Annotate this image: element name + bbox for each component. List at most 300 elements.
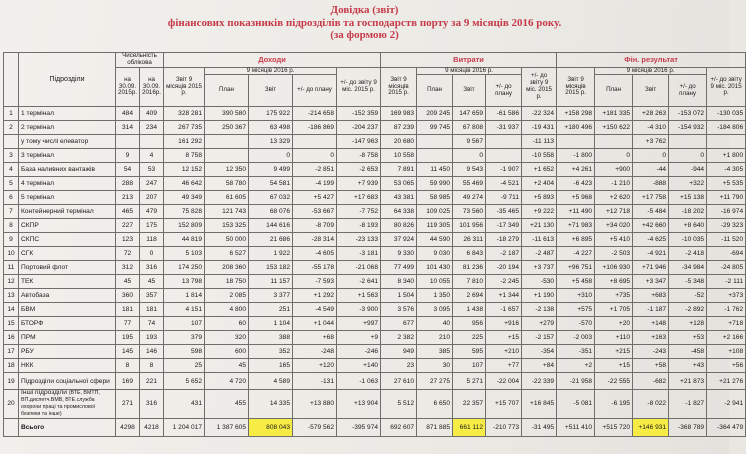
cell-e-vr: +279	[522, 317, 557, 331]
row-number: 3	[4, 149, 19, 163]
cell-f-plan: +2 620	[595, 191, 633, 205]
cell-e-vp: +77	[486, 359, 522, 373]
header-expenses: Витрати	[381, 53, 557, 68]
cell-e-prev: 677	[381, 317, 417, 331]
header-hc-2016: на 30.09. 2016р.	[140, 67, 164, 107]
subdivision-label: БТОРФ	[21, 320, 44, 328]
cell-e-vp: +15 707	[486, 390, 522, 418]
header-row-1	[4, 53, 746, 68]
cell-e-vp: -18 279	[486, 233, 522, 247]
cell-f-vp: -154 932	[669, 121, 707, 135]
row-number: 2	[4, 121, 19, 135]
row-subdivision-name	[19, 191, 116, 205]
total-i-vp: -579 562	[293, 418, 337, 436]
cell-f-vr: -2 941	[707, 390, 746, 418]
cell-i-plan: 600	[205, 345, 249, 359]
cell-i-plan: 250 367	[205, 121, 249, 135]
cell-e-prev: 43 381	[381, 191, 417, 205]
header-income-vs-plan: +/- до плану	[293, 75, 337, 107]
row-number: 20	[4, 390, 19, 418]
cell-e-rep: 9 567	[453, 135, 486, 149]
cell-i-vp: -4 605	[293, 247, 337, 261]
cell-i-plan: 60	[205, 317, 249, 331]
cell-i-plan: 6 527	[205, 247, 249, 261]
cell-f-rep: -682	[633, 373, 669, 390]
cell-f-vr: -1 762	[707, 303, 746, 317]
cell-f-prev: -5 081	[557, 390, 595, 418]
cell-i-plan: 2 085	[205, 289, 249, 303]
table-row	[4, 373, 746, 390]
subdivision-label: ПРМ	[21, 334, 36, 342]
cell-e-rep: 22 357	[453, 390, 486, 418]
header-fin-report: Звіт	[633, 75, 669, 107]
total-f-plan: +515 720	[595, 418, 633, 436]
cell-e-rep: 225	[453, 331, 486, 345]
cell-f-rep: -5 484	[633, 205, 669, 219]
cell-e-prev: 169 983	[381, 107, 417, 121]
cell-h15: 465	[116, 205, 140, 219]
cell-f-plan: -1 210	[595, 177, 633, 191]
cell-f-vp: +322	[669, 177, 707, 191]
cell-f-vp: -458	[669, 345, 707, 359]
cell-h16	[140, 135, 164, 149]
cell-f-vp: +53	[669, 331, 707, 345]
cell-f-plan: -22 555	[595, 373, 633, 390]
subdivision-label: Підрозділи соціальної сфери	[21, 377, 110, 385]
cell-i-vp: +5 427	[293, 191, 337, 205]
cell-i-prev: 13 798	[164, 275, 205, 289]
header-exp-prev: Звіт 9 місяців 2015 р.	[381, 67, 417, 107]
header-exp-9m: 9 місяців 2016 р.	[417, 67, 522, 75]
header-hc-2015: на 30.09. 2015р.	[116, 67, 140, 107]
cell-i-plan: 4 720	[205, 373, 249, 390]
cell-f-prev: -6 423	[557, 177, 595, 191]
cell-h15: 54	[116, 163, 140, 177]
cell-e-vr: +21 130	[522, 219, 557, 233]
cell-i-rep: 63 498	[249, 121, 293, 135]
cell-e-prev: 23	[381, 359, 417, 373]
cell-e-prev: 10 558	[381, 149, 417, 163]
cell-h16: 221	[140, 373, 164, 390]
cell-e-vp: -31 937	[486, 121, 522, 135]
cell-i-rep: 9 499	[249, 163, 293, 177]
cell-f-vp: -34 984	[669, 261, 707, 275]
cell-f-vr: +1 800	[707, 149, 746, 163]
cell-e-vp: +916	[486, 317, 522, 331]
cell-f-vr: -694	[707, 247, 746, 261]
cell-e-vr: -2 487	[522, 247, 557, 261]
cell-e-vr: +2 404	[522, 177, 557, 191]
header-fin-prev: Звіт 9 місяців 2015 р.	[557, 67, 595, 107]
subdivision-label: 4 термінал	[21, 180, 54, 188]
cell-f-rep: -4 921	[633, 247, 669, 261]
cell-e-vr: +84	[522, 359, 557, 373]
cell-i-plan	[205, 135, 249, 149]
cell-h15: 314	[116, 121, 140, 135]
cell-e-rep: 9 543	[453, 163, 486, 177]
cell-i-vr: +140	[337, 359, 381, 373]
cell-e-vp: +1 344	[486, 289, 522, 303]
cell-e-vr: +1 190	[522, 289, 557, 303]
cell-e-vp: -61 586	[486, 107, 522, 121]
total-row	[4, 418, 746, 436]
cell-e-rep: 2 694	[453, 289, 486, 303]
cell-i-rep: 54 581	[249, 177, 293, 191]
row-number: 14	[4, 303, 19, 317]
table-row	[4, 107, 746, 121]
cell-h15: 9	[116, 149, 140, 163]
cell-i-vp: -186 869	[293, 121, 337, 135]
cell-f-plan: +34 020	[595, 219, 633, 233]
cell-e-prev: 77 499	[381, 261, 417, 275]
cell-i-vp: -4 549	[293, 303, 337, 317]
cell-h15: 145	[116, 345, 140, 359]
total-i-vr: -395 974	[337, 418, 381, 436]
cell-e-prev: 80 826	[381, 219, 417, 233]
cell-f-prev	[557, 135, 595, 149]
cell-f-prev: -351	[557, 345, 595, 359]
cell-i-vp: +120	[293, 359, 337, 373]
row-number: 12	[4, 275, 19, 289]
cell-f-rep: +71 946	[633, 261, 669, 275]
cell-f-vr: -130 035	[707, 107, 746, 121]
cell-i-prev: 8 758	[164, 149, 205, 163]
table-row	[4, 191, 746, 205]
row-subdivision-name	[19, 261, 116, 275]
cell-e-vr: -11 113	[522, 135, 557, 149]
subdivision-label: 3 термінал	[21, 152, 54, 160]
cell-i-prev: 328 281	[164, 107, 205, 121]
table-row	[4, 149, 746, 163]
cell-f-prev: -4 227	[557, 247, 595, 261]
cell-i-vr: +7 939	[337, 177, 381, 191]
header-exp-report: Звіт	[453, 75, 486, 107]
table-row	[4, 219, 746, 233]
row-number: 4	[4, 163, 19, 177]
cell-f-prev: +158 298	[557, 107, 595, 121]
table-row	[4, 261, 746, 275]
cell-i-vr: -3 900	[337, 303, 381, 317]
cell-e-vp: -17 349	[486, 219, 522, 233]
row-number: 8	[4, 219, 19, 233]
cell-i-rep: 67 032	[249, 191, 293, 205]
table-row	[4, 275, 746, 289]
cell-e-vr: +16 845	[522, 390, 557, 418]
cell-e-plan: 209 245	[417, 107, 453, 121]
cell-i-prev: 598	[164, 345, 205, 359]
cell-i-plan: 320	[205, 331, 249, 345]
cell-e-vr: -11 613	[522, 233, 557, 247]
cell-i-rep: 153 182	[249, 261, 293, 275]
cell-f-prev: +575	[557, 303, 595, 317]
cell-i-prev: 5 652	[164, 373, 205, 390]
table-row	[4, 205, 746, 219]
cell-h15: 72	[116, 247, 140, 261]
cell-e-plan: 10 055	[417, 275, 453, 289]
subdivision-label: База наливних вантажів	[21, 166, 95, 174]
total-i-rep: 808 043	[249, 418, 293, 436]
cell-i-vr: +9	[337, 331, 381, 345]
cell-f-prev: +2	[557, 359, 595, 373]
cell-e-prev: 87 239	[381, 121, 417, 135]
row-number: 7	[4, 205, 19, 219]
cell-f-vp: -18 202	[669, 205, 707, 219]
cell-e-prev: 27 610	[381, 373, 417, 390]
cell-f-rep: +17 758	[633, 191, 669, 205]
cell-i-plan: 153 325	[205, 219, 249, 233]
cell-e-rep: 107	[453, 359, 486, 373]
cell-h16: 357	[140, 289, 164, 303]
title-line-3: (за формою 2)	[330, 29, 399, 41]
cell-f-plan: +110	[595, 331, 633, 345]
cell-e-rep: 595	[453, 345, 486, 359]
cell-e-rep: 0	[453, 149, 486, 163]
cell-f-vr: +108	[707, 345, 746, 359]
cell-e-vr: -19 431	[522, 121, 557, 135]
cell-e-vr: -2 157	[522, 331, 557, 345]
cell-i-vp: -55 178	[293, 261, 337, 275]
cell-h15: 123	[116, 233, 140, 247]
row-subdivision-name	[19, 373, 116, 390]
cell-i-vp: -53 667	[293, 205, 337, 219]
cell-i-rep: 14 335	[249, 390, 293, 418]
cell-h16: 181	[140, 303, 164, 317]
header-fin-9m: 9 місяців 2016 р.	[595, 67, 707, 75]
cell-e-plan: 101 430	[417, 261, 453, 275]
cell-h16: 234	[140, 121, 164, 135]
cell-f-rep: +163	[633, 331, 669, 345]
cell-h16: 247	[140, 177, 164, 191]
cell-f-vr: -4 305	[707, 163, 746, 177]
row-subdivision-name	[19, 121, 116, 135]
total-h15: 4298	[116, 418, 140, 436]
cell-f-plan: +106 930	[595, 261, 633, 275]
total-label: Всього	[19, 418, 116, 436]
cell-f-plan	[595, 135, 633, 149]
cell-i-rep: 388	[249, 331, 293, 345]
row-subdivision-name	[19, 233, 116, 247]
cell-f-prev: +96 751	[557, 261, 595, 275]
cell-e-prev: 8 340	[381, 275, 417, 289]
cell-h16: 4	[140, 149, 164, 163]
cell-e-vp: -20 194	[486, 261, 522, 275]
cell-i-rep: 13 329	[249, 135, 293, 149]
cell-f-plan: +12 718	[595, 205, 633, 219]
row-number: 11	[4, 261, 19, 275]
cell-f-rep: -4 310	[633, 121, 669, 135]
cell-h16: 53	[140, 163, 164, 177]
total-f-vr: -364 479	[707, 418, 746, 436]
cell-f-vp: +8 640	[669, 219, 707, 233]
cell-e-vr: -10 558	[522, 149, 557, 163]
cell-e-vp: -2 245	[486, 275, 522, 289]
table-row	[4, 247, 746, 261]
total-h16: 4218	[140, 418, 164, 436]
subdivision-label: БВМ	[21, 306, 36, 314]
row-number: 5	[4, 177, 19, 191]
row-subdivision-name	[19, 359, 116, 373]
table-row	[4, 177, 746, 191]
header-fin-vs-2015: +/- до звіту 9 міс. 2015 р.	[707, 67, 746, 107]
cell-e-rep: 1 438	[453, 303, 486, 317]
cell-e-rep: 26 311	[453, 233, 486, 247]
subdivision-label: Інші підрозділи	[21, 389, 67, 397]
cell-h16: 118	[140, 233, 164, 247]
cell-f-vp: +128	[669, 317, 707, 331]
cell-h16: 175	[140, 219, 164, 233]
subdivision-label: Портовий флот	[21, 264, 68, 272]
title-line-1: Довідка (звіт)	[330, 4, 399, 16]
cell-i-vp: +1 044	[293, 317, 337, 331]
cell-i-prev: 1 814	[164, 289, 205, 303]
cell-h15: 271	[116, 390, 140, 418]
cell-i-rep: 4 589	[249, 373, 293, 390]
cell-e-prev: 64 338	[381, 205, 417, 219]
cell-f-rep: +28 263	[633, 107, 669, 121]
cell-e-plan: 6 650	[417, 390, 453, 418]
cell-e-rep: 7 810	[453, 275, 486, 289]
cell-h16: 316	[140, 261, 164, 275]
row-subdivision-name	[19, 149, 116, 163]
table-row	[4, 121, 746, 135]
subdivision-label: СКПС	[21, 236, 40, 244]
cell-f-rep: +58	[633, 359, 669, 373]
cell-i-plan: 61 605	[205, 191, 249, 205]
cell-i-plan: 50 000	[205, 233, 249, 247]
cell-e-prev: 2 382	[381, 331, 417, 345]
cell-f-prev: -2 003	[557, 331, 595, 345]
cell-e-vp: +15	[486, 331, 522, 345]
financial-table	[3, 52, 746, 437]
cell-f-prev: -21 958	[557, 373, 595, 390]
row-subdivision-name	[19, 317, 116, 331]
cell-i-vp: -248	[293, 345, 337, 359]
cell-i-prev: 49 349	[164, 191, 205, 205]
cell-i-rep: 11 157	[249, 275, 293, 289]
cell-f-vr: +21 276	[707, 373, 746, 390]
cell-i-vp: -8 709	[293, 219, 337, 233]
cell-i-plan: 121 743	[205, 205, 249, 219]
cell-f-plan: +215	[595, 345, 633, 359]
cell-i-prev: 44 819	[164, 233, 205, 247]
cell-i-vp: -131	[293, 373, 337, 390]
subdivision-label: Контейнерний термінал	[21, 208, 94, 216]
cell-e-prev: 20 680	[381, 135, 417, 149]
header-subdivisions: Підрозділи	[19, 53, 116, 107]
table-row	[4, 289, 746, 303]
cell-i-vp: +1 292	[293, 289, 337, 303]
cell-e-rep: 5 271	[453, 373, 486, 390]
cell-e-rep: 956	[453, 317, 486, 331]
row-subdivision-name	[19, 275, 116, 289]
cell-e-rep: 55 469	[453, 177, 486, 191]
cell-f-plan: +150 622	[595, 121, 633, 135]
cell-f-rep: -1 187	[633, 303, 669, 317]
total-e-vp: -210 773	[486, 418, 522, 436]
cell-f-prev: +310	[557, 289, 595, 303]
cell-e-rep: 73 560	[453, 205, 486, 219]
cell-f-vp: -153 072	[669, 107, 707, 121]
cell-f-rep: +42 660	[633, 219, 669, 233]
row-number: 17	[4, 345, 19, 359]
cell-i-vp: -4 199	[293, 177, 337, 191]
header-income-prev: Звіт 9 місяців 2015 р.	[164, 67, 205, 107]
header-income: Доходи	[164, 53, 381, 68]
cell-h16: 479	[140, 205, 164, 219]
cell-f-vr	[707, 135, 746, 149]
cell-f-vr: +56	[707, 359, 746, 373]
cell-i-prev: 267 735	[164, 121, 205, 135]
cell-h16: 8	[140, 359, 164, 373]
cell-f-vp: -1 827	[669, 390, 707, 418]
cell-f-vp: +43	[669, 359, 707, 373]
cell-i-vp: 0	[293, 149, 337, 163]
cell-i-vp: -7 593	[293, 275, 337, 289]
cell-h15: 169	[116, 373, 140, 390]
cell-f-vr: -29 323	[707, 219, 746, 233]
cell-e-plan	[417, 149, 453, 163]
cell-h15: 227	[116, 219, 140, 233]
cell-e-vr: -354	[522, 345, 557, 359]
cell-e-vp: -2 187	[486, 247, 522, 261]
cell-i-rep: 175 922	[249, 107, 293, 121]
cell-f-vr: +373	[707, 289, 746, 303]
cell-i-vr: -2 653	[337, 163, 381, 177]
cell-f-vr: -16 974	[707, 205, 746, 219]
cell-f-vp: -944	[669, 163, 707, 177]
cell-f-plan: +5 410	[595, 233, 633, 247]
header-fin-vs-plan: +/- до плану	[669, 75, 707, 107]
cell-h15: 77	[116, 317, 140, 331]
cell-i-prev: 174 250	[164, 261, 205, 275]
cell-e-plan: 27 275	[417, 373, 453, 390]
total-i-plan: 1 387 605	[205, 418, 249, 436]
cell-i-vr: -23 133	[337, 233, 381, 247]
cell-h15	[116, 135, 140, 149]
subdivision-label: Автобаза	[21, 292, 50, 300]
cell-i-vr: -246	[337, 345, 381, 359]
cell-f-plan: -2 503	[595, 247, 633, 261]
cell-e-vp: -9 711	[486, 191, 522, 205]
cell-h16: 0	[140, 247, 164, 261]
cell-i-rep: 68 076	[249, 205, 293, 219]
subdivision-label: СГК	[21, 250, 34, 258]
cell-i-vr: +1 563	[337, 289, 381, 303]
row-subdivision-name	[19, 345, 116, 359]
cell-f-rep: +683	[633, 289, 669, 303]
cell-e-plan: 40	[417, 317, 453, 331]
cell-i-prev: 25	[164, 359, 205, 373]
cell-h16: 45	[140, 275, 164, 289]
cell-h16: 74	[140, 317, 164, 331]
cell-f-vp: -52	[669, 289, 707, 303]
cell-f-plan: +20	[595, 317, 633, 331]
table-row	[4, 135, 746, 149]
cell-f-vp: -2 892	[669, 303, 707, 317]
cell-f-rep: -44	[633, 163, 669, 177]
cell-f-rep: +148	[633, 317, 669, 331]
cell-h15: 8	[116, 359, 140, 373]
table-row	[4, 359, 746, 373]
cell-i-rep: 1 922	[249, 247, 293, 261]
cell-i-prev: 4 151	[164, 303, 205, 317]
row-subdivision-name	[19, 219, 116, 233]
cell-e-vr: -2 138	[522, 303, 557, 317]
cell-i-vp: +68	[293, 331, 337, 345]
total-e-vr: -31 495	[522, 418, 557, 436]
cell-f-vp: -5 348	[669, 275, 707, 289]
cell-i-rep: 251	[249, 303, 293, 317]
